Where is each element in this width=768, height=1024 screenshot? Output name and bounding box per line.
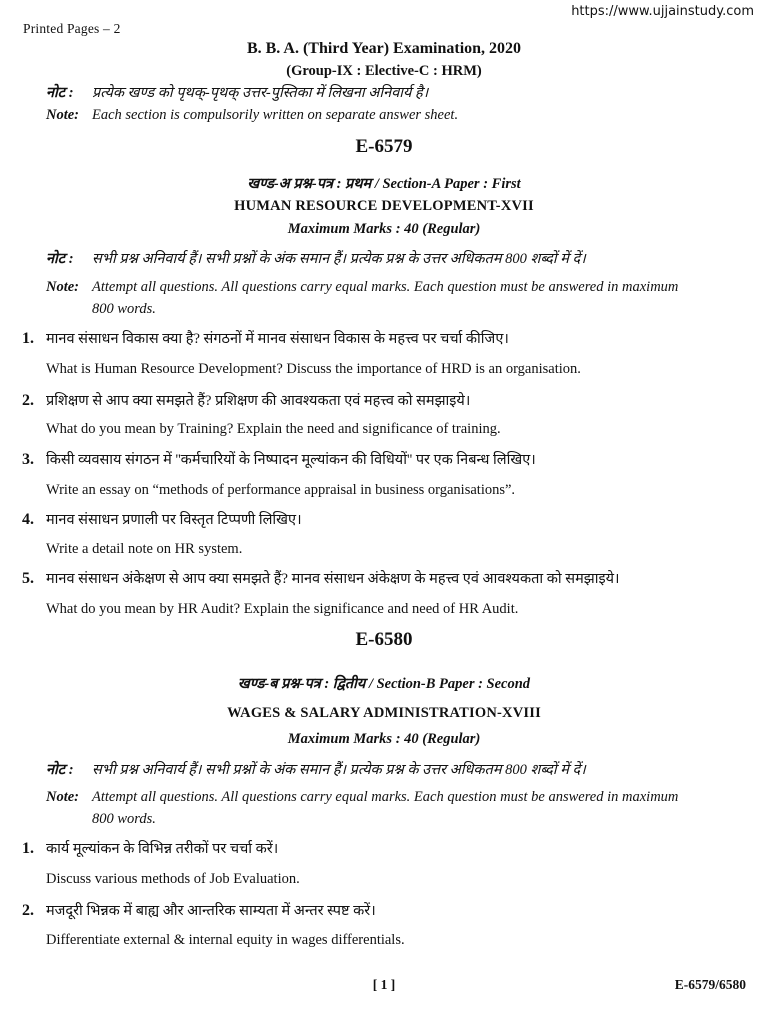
note-text-cont: 800 words. bbox=[92, 811, 156, 827]
question-text: मानव संसाधन विकास क्या है? संगठनों में मानव संसाधन विकास के महत्त्व पर चर्चा कीजिए। bbox=[46, 331, 509, 347]
question-text: मजदूरी भिन्नक में बाह्य और आन्तरिक साम्यता में अन्तर स्पष्ट करें। bbox=[46, 903, 376, 919]
note-label: नोट : bbox=[46, 251, 74, 267]
note-text: Attempt all questions. All questions carry equal marks. Each question must be answered in maximum bbox=[92, 279, 679, 295]
question-a3-hindi bbox=[22, 449, 746, 471]
section-a-note-english bbox=[46, 276, 746, 320]
question-a5-english: What do you mean by HR Audit? Explain the significance and need of HR Audit. bbox=[46, 601, 519, 617]
section-a-title: HUMAN RESOURCE DEVELOPMENT-XVII bbox=[234, 198, 534, 214]
note-text: Attempt all questions. All questions carry equal marks. Each question must be answered in maximum bbox=[92, 789, 679, 805]
note-label: नोट : bbox=[46, 85, 74, 101]
note-label: नोट : bbox=[46, 762, 74, 778]
question-text: मानव संसाधन प्रणाली पर विस्तृत टिप्पणी लिखिए। bbox=[46, 512, 302, 528]
section-b-note-english bbox=[46, 786, 746, 830]
question-a4-hindi bbox=[22, 509, 746, 531]
question-number: 3. bbox=[22, 451, 34, 468]
footer-paper-code: E-6579/6580 bbox=[674, 977, 746, 992]
question-a2-hindi bbox=[22, 390, 746, 412]
section-a-max-marks: Maximum Marks : 40 (Regular) bbox=[287, 221, 481, 237]
paper-code-b: E-6580 bbox=[355, 629, 413, 650]
note-text: सभी प्रश्न अनिवार्य हैं। सभी प्रश्नों के अंक समान हैं। प्रत्येक प्रश्न के उत्तर अधिकतम 800 शब्दों में दें। bbox=[92, 251, 586, 267]
question-number: 2. bbox=[22, 392, 34, 409]
question-text: किसी व्यवसाय संगठन में ''कर्मचारियों के निष्पादन मूल्यांकन की विधियों'' पर एक निबन्ध लिखिए। bbox=[46, 452, 536, 468]
section-b-note-hindi bbox=[46, 759, 746, 781]
section-b-max-marks: Maximum Marks : 40 (Regular) bbox=[287, 731, 481, 747]
question-number: 4. bbox=[22, 511, 34, 528]
note-label: Note: bbox=[46, 789, 80, 805]
printed-pages: Printed Pages – 2 bbox=[23, 21, 121, 36]
question-text: प्रशिक्षण से आप क्या समझते हैं? प्रशिक्षण की आवश्यकता एवं महत्त्व को समझाइये। bbox=[46, 393, 471, 409]
question-number: 1. bbox=[22, 330, 34, 347]
question-a4-english: Write a detail note on HR system. bbox=[46, 541, 243, 557]
section-a-note-hindi bbox=[46, 248, 746, 270]
page-number: [ 1 ] bbox=[372, 977, 396, 992]
question-number: 2. bbox=[22, 902, 34, 919]
group-line: (Group-IX : Elective-C : HRM) bbox=[286, 63, 482, 79]
general-note-english bbox=[46, 104, 746, 126]
question-number: 5. bbox=[22, 570, 34, 587]
question-b1-hindi bbox=[22, 838, 746, 860]
exam-title: B. B. A. (Third Year) Examination, 2020 bbox=[246, 40, 522, 57]
question-text: मानव संसाधन अंकेक्षण से आप क्या समझते हैं? मानव संसाधन अंकेक्षण के महत्त्व एवं आवश्यकता को समझाइये। bbox=[46, 571, 620, 587]
note-text: सभी प्रश्न अनिवार्य हैं। सभी प्रश्नों के अंक समान हैं। प्रत्येक प्रश्न के उत्तर अधिकतम 800 शब्दों में दें। bbox=[92, 762, 586, 778]
note-label: Note: bbox=[46, 279, 80, 295]
question-b2-hindi bbox=[22, 900, 746, 922]
section-b-title: WAGES & SALARY ADMINISTRATION-XVIII bbox=[227, 705, 541, 721]
note-text-cont: 800 words. bbox=[92, 301, 156, 317]
section-b-paper-line: खण्ड-ब प्रश्न-पत्र : द्वितीय / Section-B Paper : Second bbox=[237, 676, 531, 692]
question-number: 1. bbox=[22, 840, 34, 857]
question-a3-english: Write an essay on “methods of performance appraisal in business organisations”. bbox=[46, 482, 516, 498]
note-text: प्रत्येक खण्ड को पृथक्-पृथक् उत्तर-पुस्तिका में लिखना अनिवार्य है। bbox=[92, 85, 429, 101]
question-text: कार्य मूल्यांकन के विभिन्न तरीकों पर चर्चा करें। bbox=[46, 841, 279, 857]
question-b1-english: Discuss various methods of Job Evaluation. bbox=[46, 871, 300, 887]
paper-code-a: E-6579 bbox=[355, 136, 413, 157]
general-note-hindi bbox=[46, 82, 746, 104]
note-label: Note: bbox=[46, 107, 80, 123]
source-url[interactable]: https://www.ujjainstudy.com bbox=[571, 4, 754, 19]
question-a1-english: What is Human Resource Development? Discuss the importance of HRD is an organisation. bbox=[46, 361, 581, 377]
question-a5-hindi bbox=[22, 568, 746, 590]
note-text: Each section is compulsorily written on separate answer sheet. bbox=[92, 107, 459, 123]
section-a-paper-line: खण्ड-अ प्रश्न-पत्र : प्रथम / Section-A Paper : First bbox=[247, 176, 521, 192]
question-b2-english: Differentiate external & internal equity in wages differentials. bbox=[46, 932, 405, 948]
question-a2-english: What do you mean by Training? Explain the need and significance of training. bbox=[46, 421, 501, 437]
question-a1-hindi bbox=[22, 328, 746, 350]
